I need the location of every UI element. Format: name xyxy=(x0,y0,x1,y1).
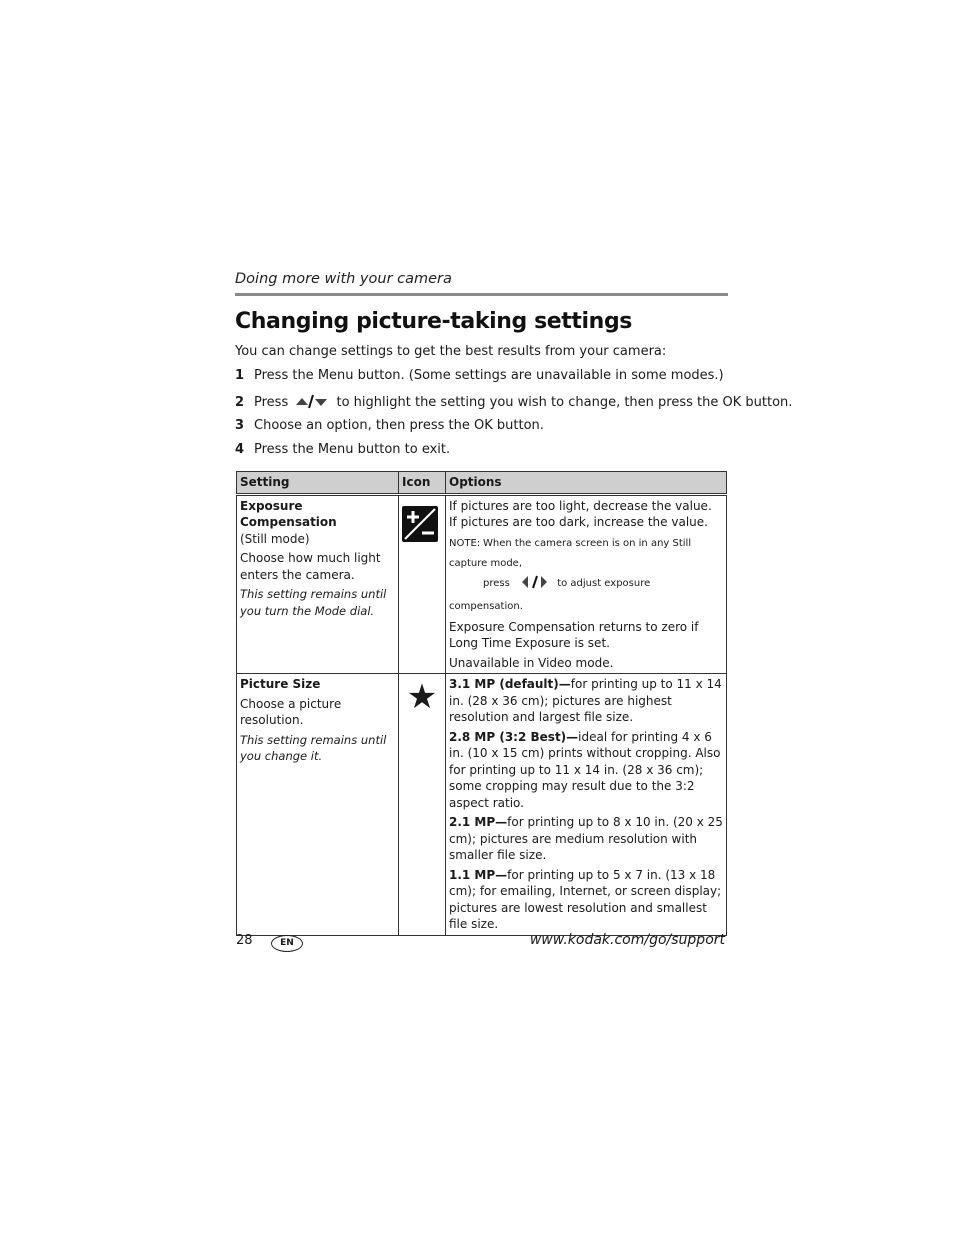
option-label: 2.8 MP (3:2 Best)— xyxy=(449,729,579,744)
option-text: for printing up to 8 x 10 in. (20 x 25 cm); pictures are medium resolution with smaller file size. xyxy=(449,815,723,862)
step-number: 3 xyxy=(235,418,245,433)
step-text: Choose an option, then press the OK button. xyxy=(254,418,544,433)
icon-cell xyxy=(399,494,446,674)
page-number: 28 xyxy=(236,933,253,948)
options-cell xyxy=(446,494,727,674)
option-item xyxy=(449,729,723,812)
option-text: for printing up to 11 x 14 in. (28 x 36 cm); pictures are highest resolution and largest file size. xyxy=(449,677,722,724)
option-line: If pictures are too light, decrease the value. xyxy=(449,498,712,513)
options-cell xyxy=(446,674,727,936)
step-4 xyxy=(235,442,450,457)
note-press: press xyxy=(483,577,510,589)
intro-text: You can change settings to get the best results from your camera: xyxy=(235,344,667,359)
setting-cell xyxy=(237,674,399,936)
support-url: www.kodak.com/go/support xyxy=(529,932,725,948)
option-line: Unavailable in Video mode. xyxy=(449,655,614,670)
step-number: 2 xyxy=(235,395,245,410)
setting-name: Exposure Compensation xyxy=(240,498,337,529)
star-icon: ★ xyxy=(406,677,438,717)
page-title: Changing picture-taking settings xyxy=(235,309,632,334)
option-line: If pictures are too dark, increase the value. xyxy=(449,515,708,529)
option-label: 2.1 MP— xyxy=(449,815,508,829)
column-header-options: Options xyxy=(446,472,727,495)
step-text: Press the Menu button to exit. xyxy=(254,442,451,457)
setting-description: Choose how much light enters the camera. xyxy=(240,551,381,582)
step-number: 1 xyxy=(235,368,245,383)
option-item xyxy=(449,676,723,726)
setting-cell xyxy=(237,494,399,674)
step-text: Press xyxy=(254,395,289,410)
option-label: 3.1 MP (default)— xyxy=(449,677,571,691)
step-text: to highlight the setting you wish to change, then press the OK button. xyxy=(336,395,793,410)
icon-cell xyxy=(399,674,446,936)
note-label: NOTE: xyxy=(449,537,481,549)
left-right-arrows-icon xyxy=(521,575,549,597)
option-line: Exposure Compensation returns to zero if Long Time Exposure is set. xyxy=(449,619,699,650)
step-3 xyxy=(235,418,544,433)
step-number: 4 xyxy=(235,442,245,457)
setting-note: This setting remains until you change it. xyxy=(240,732,387,763)
option-text: for printing up to 5 x 7 in. (13 x 18 cm); for emailing, Internet, or screen display; pictures are lowest resolution and smallest file size. xyxy=(449,867,722,931)
option-label: 1.1 MP— xyxy=(449,867,508,882)
option-item xyxy=(449,867,723,933)
table-header-row xyxy=(237,472,727,495)
settings-table xyxy=(236,471,727,936)
step-1 xyxy=(235,368,724,383)
table-row-exposure-compensation xyxy=(237,494,727,674)
table-row-picture-size xyxy=(237,674,727,936)
step-2 xyxy=(235,393,792,413)
setting-mode: (Still mode) xyxy=(240,531,310,546)
up-down-arrows-icon xyxy=(294,393,330,413)
setting-name: Picture Size xyxy=(240,677,321,691)
note-text: to adjust exposure compensation. xyxy=(449,577,651,612)
column-header-icon: Icon xyxy=(399,472,446,495)
option-text: ideal for printing 4 x 6 in. (10 x 15 cm) prints without cropping. Also for printing up to 11 x 14 in. (28 x 36 cm); some cropping may result due to the 3:2 aspect ratio. xyxy=(449,729,721,810)
language-badge: EN xyxy=(271,935,303,952)
option-item xyxy=(449,814,723,864)
setting-description: Choose a picture resolution. xyxy=(240,696,342,727)
step-text: Press the Menu button. (Some settings are unavailable in some modes.) xyxy=(254,368,724,383)
section-header: Doing more with your camera xyxy=(235,271,452,287)
note-block xyxy=(449,534,723,617)
setting-note: This setting remains until you turn the Mode dial. xyxy=(240,587,387,618)
exposure-compensation-icon xyxy=(402,506,442,547)
note-text: When the camera screen is on in any Still capture mode, xyxy=(449,537,692,569)
header-rule xyxy=(235,293,728,296)
column-header-setting: Setting xyxy=(237,472,399,495)
